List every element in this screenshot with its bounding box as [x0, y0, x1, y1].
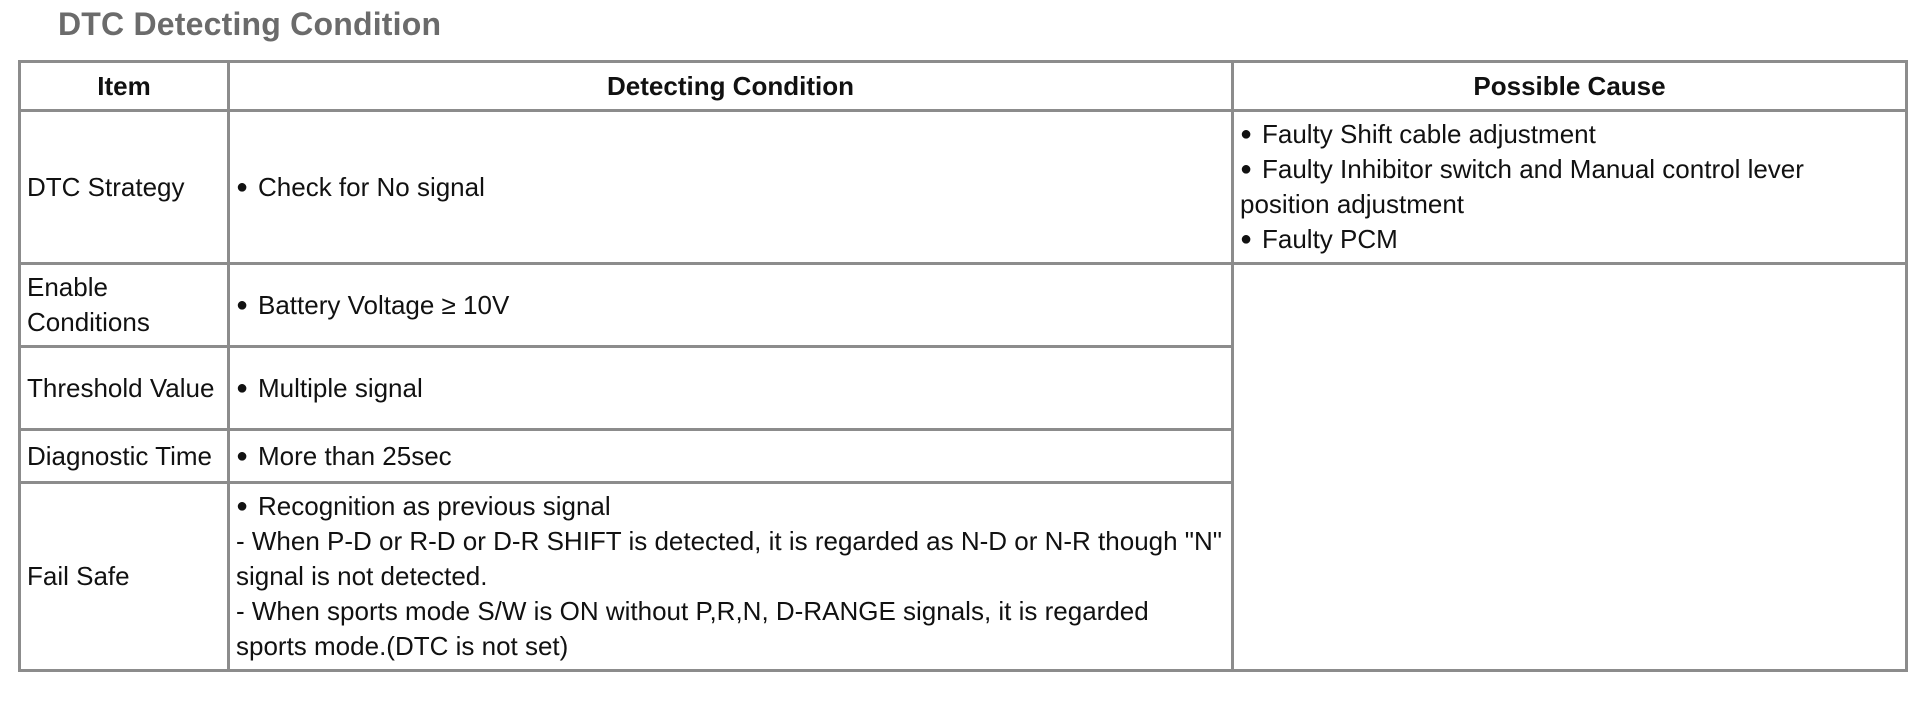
table-row [20, 111, 1907, 264]
page-title: DTC Detecting Condition [58, 6, 442, 42]
condition-line: ● Multiple signal [236, 371, 1225, 406]
table-row [20, 264, 1907, 347]
cause-line: ● Faulty Shift cable adjustment [1240, 117, 1899, 152]
header-item: Item [20, 62, 229, 111]
possible-cause-cell [1233, 111, 1907, 264]
bullet-icon: ● [1240, 123, 1253, 145]
table-header-row [20, 62, 1907, 111]
condition-line: ● Check for No signal [236, 170, 1225, 205]
condition-cell [229, 430, 1233, 483]
condition-line: ● Recognition as previous signal [236, 489, 1225, 524]
cause-line: ● Faulty PCM [1240, 222, 1899, 257]
condition-cell [229, 264, 1233, 347]
bullet-icon: ● [1240, 228, 1253, 250]
bullet-icon: ● [236, 495, 249, 517]
condition-line: ● More than 25sec [236, 439, 1225, 474]
bullet-icon: ● [1240, 158, 1253, 180]
condition-line: - When P-D or R-D or D-R SHIFT is detected, it is regarded as N-D or N-R though "N" signal is not detected. [236, 526, 1223, 591]
header-detecting-condition: Detecting Condition [229, 62, 1233, 111]
item-cell: Fail Safe [20, 483, 229, 671]
cause-line: ● Faulty Inhibitor switch and Manual control lever position adjustment [1240, 154, 1804, 219]
item-cell: DTC Strategy [20, 111, 229, 264]
bullet-icon: ● [236, 444, 249, 467]
bullet-icon: ● [236, 376, 249, 399]
condition-line: - When sports mode S/W is ON without P,R,N, D-RANGE signals, it is regarded sports mode.(DTC is not set) [236, 596, 1149, 661]
possible-cause-empty-cell [1233, 264, 1907, 671]
header-possible-cause: Possible Cause [1233, 62, 1907, 111]
condition-cell [229, 347, 1233, 430]
condition-line: ● Battery Voltage ≥ 10V [236, 288, 1225, 323]
bullet-icon: ● [236, 175, 249, 198]
condition-cell [229, 483, 1233, 671]
item-cell: Threshold Value [20, 347, 229, 430]
bullet-icon: ● [236, 293, 249, 316]
condition-cell [229, 111, 1233, 264]
item-cell: Enable Conditions [20, 264, 229, 347]
dtc-condition-table [18, 60, 1908, 672]
item-cell: Diagnostic Time [20, 430, 229, 483]
